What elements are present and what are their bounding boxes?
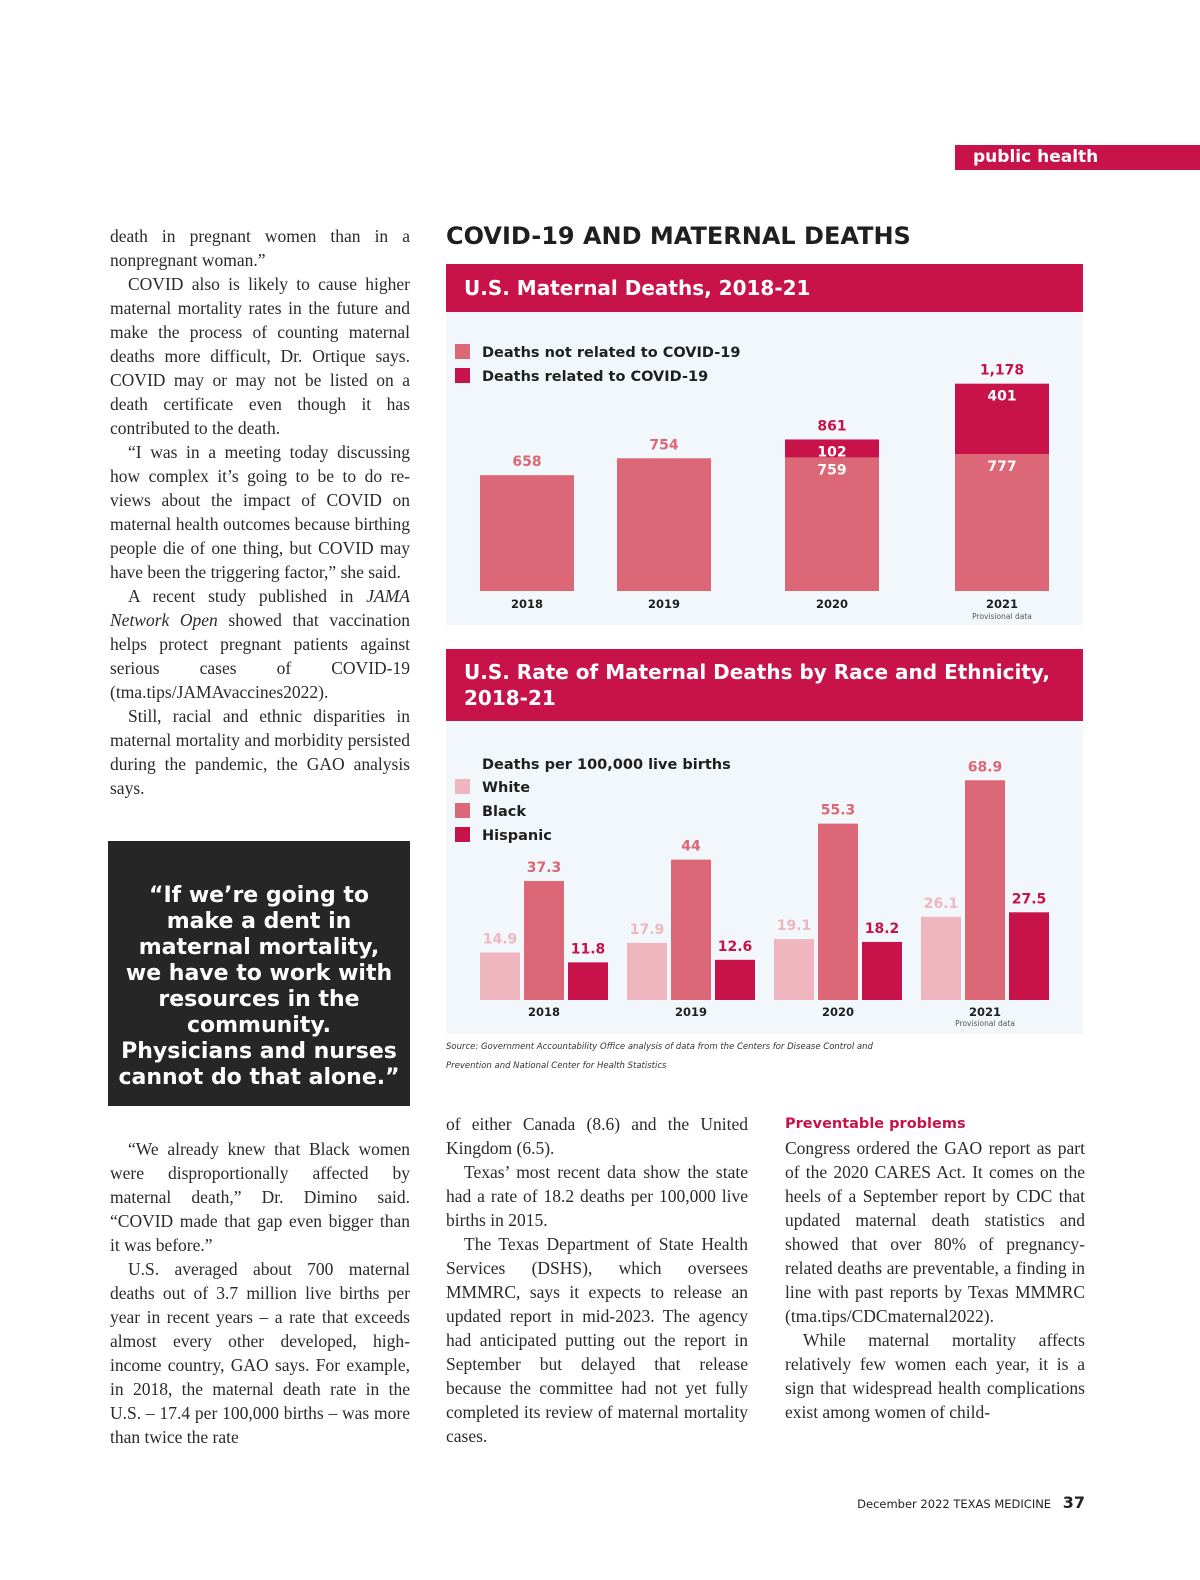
- paragraph: COVID also is likely to cause higher maternal mortality rates in the future and make the process of counting maternal deaths more difficult, Dr. Ortique says. COVID may or may not be listed on a death certificate even though it has contributed to the death.: [110, 274, 410, 438]
- legend-swatch: [455, 779, 470, 794]
- paragraph: Still, racial and ethnic disparities in maternal mortality and morbidity persisted during the pandemic, the GAO analysis says.: [110, 706, 410, 798]
- bar-value-label: 55.3: [820, 802, 856, 819]
- bar-non-covid-label: 759: [817, 462, 847, 479]
- paragraph: U.S. averaged about 700 maternal deaths out of 3.7 million live births per year in recent years – a rate that exceeds almost every other developed, high-income country, GAO says. For example, in 2018, the maternal death rate in the U.S. – 17.4 per 100,000 births – was more than twice the rate: [110, 1259, 410, 1447]
- bar-value-label: 11.8: [570, 941, 606, 958]
- chart-ylabel: Deaths per 100,000 live births: [482, 757, 731, 773]
- footer-date: December 2022: [857, 1497, 950, 1511]
- paragraph: of either Canada (8.6) and the United Kingdom (6.5).: [446, 1114, 748, 1158]
- source-note: Source: Government Accountability Office analysis of data from the Centers for Disease Control and Prevention and National Center for Health Statistics: [446, 1042, 873, 1071]
- x-tick-note: Provisional data: [955, 1019, 1015, 1028]
- bar-total-label: 754: [649, 437, 679, 454]
- column-2: [446, 1112, 748, 1448]
- chart-2-svg: [446, 721, 1083, 1034]
- legend-label: Black: [482, 804, 527, 820]
- bar-white: [480, 952, 520, 1000]
- page-footer: [820, 1493, 1085, 1512]
- column-3: [785, 1112, 1085, 1424]
- chart-2-panel: [446, 721, 1083, 1034]
- legend-swatch: [455, 803, 470, 818]
- legend-label: Hispanic: [482, 828, 552, 844]
- bar-value-label: 17.9: [629, 921, 665, 938]
- paragraph: The Texas Department of State Health Services (DSHS), which oversees MMMRC, says it expects to release an updated report in mid-2023. The agency had anticipated putting out the report in September but delayed that release because the committee had not yet fully completed its review of maternal mortality cases.: [446, 1234, 748, 1446]
- journal-name: JAMA Network Open: [110, 586, 410, 630]
- bar-white: [921, 917, 961, 1000]
- bar-value-label: 44: [681, 838, 701, 855]
- legend-label: Deaths related to COVID-19: [482, 369, 709, 385]
- legend-swatch: [455, 344, 470, 359]
- x-tick-note: Provisional data: [972, 612, 1032, 621]
- x-tick-label: 2019: [647, 597, 681, 611]
- legend-swatch: [455, 368, 470, 383]
- section-subhead: Preventable problems: [785, 1116, 966, 1132]
- chart-1-panel: [446, 312, 1083, 625]
- bar-value-label: 12.6: [717, 938, 753, 955]
- bar-value-label: 68.9: [967, 759, 1003, 776]
- bar-covid-label: 102: [817, 444, 847, 461]
- bar-value-label: 37.3: [526, 860, 562, 877]
- bar-black: [524, 881, 564, 1000]
- bar-value-label: 18.2: [864, 920, 900, 937]
- paragraph: “We already knew that Black women were disproportionally affected by maternal death,” Dr. Dimino said. “COVID made that gap even bigger than it was before.”: [110, 1139, 410, 1255]
- infographic-title: COVID-19 AND MATERNAL DEATHS: [446, 222, 911, 250]
- chart-1-title: U.S. Maternal Deaths, 2018-21: [446, 264, 1083, 312]
- bar-black: [965, 780, 1005, 1000]
- pull-quote: “If we’re going to make a dent in maternal mortality, we have to work with resources in the community. Physicians and nurses cannot do that alone.”: [108, 841, 410, 1106]
- bar-covid-label: 401: [987, 388, 1017, 405]
- bar-white: [774, 939, 814, 1000]
- x-tick-label: 2021: [985, 597, 1019, 611]
- bar-value-label: 27.5: [1011, 891, 1047, 908]
- paragraph: death in pregnant women than in a nonpregnant woman.”: [110, 226, 410, 270]
- bar-value-label: 26.1: [923, 895, 959, 912]
- paragraph: Congress ordered the GAO report as part of the 2020 CARES Act. It comes on the heels of a September report by CDC that updated maternal death statistics and showed that over 80% of pregnancy-related deaths are preventable, a finding in line with past reports by Texas MMMRC (tma.tips/CDCmaternal2022).: [785, 1138, 1085, 1326]
- bar-hispanic: [568, 962, 608, 1000]
- x-tick-label: 2018: [510, 597, 544, 611]
- x-tick-label: 2021: [968, 1005, 1002, 1019]
- bar-total-label: 1,178: [979, 362, 1025, 379]
- bar-hispanic: [862, 942, 902, 1000]
- chart-1-svg: [446, 312, 1083, 625]
- x-tick-label: 2018: [527, 1005, 561, 1019]
- paragraph-text: showed that vaccination helps protect pregnant patients against serious cases of COVID-19 (tma.tips/JAMAvaccines2022).: [110, 610, 410, 702]
- bar-hispanic: [715, 960, 755, 1000]
- bar-black: [671, 860, 711, 1000]
- legend-label: Deaths not related to COVID-19: [482, 345, 741, 361]
- x-tick-label: 2020: [815, 597, 849, 611]
- bar-hispanic: [1009, 912, 1049, 1000]
- column-1-bottom: [110, 1137, 410, 1449]
- bar-non-covid: [617, 458, 711, 591]
- bar-white: [627, 943, 667, 1000]
- bar-total-label: 658: [512, 454, 542, 471]
- x-tick-label: 2020: [821, 1005, 855, 1019]
- legend-label: White: [482, 780, 531, 796]
- bar-non-covid-label: 777: [987, 459, 1017, 476]
- chart-2-title: U.S. Rate of Maternal Deaths by Race and Ethnicity, 2018-21: [446, 649, 1083, 721]
- bar-value-label: 19.1: [776, 918, 812, 935]
- footer-magazine: TEXAS MEDICINE: [953, 1497, 1052, 1511]
- section-tag: public health: [955, 145, 1200, 170]
- bar-total-label: 861: [817, 418, 847, 435]
- paragraph: Texas’ most recent data show the state had a rate of 18.2 deaths per 100,000 live births in 2015.: [446, 1162, 748, 1230]
- paragraph-text: A recent study published in: [128, 586, 367, 606]
- legend-swatch: [455, 827, 470, 842]
- page-number: 37: [1062, 1493, 1085, 1512]
- bar-black: [818, 824, 858, 1000]
- paragraph: [110, 584, 410, 704]
- column-1-top: [110, 224, 410, 800]
- bar-value-label: 14.9: [482, 931, 518, 948]
- paragraph: While maternal mortality affects relatively few women each year, it is a sign that widespread health complications exist among women of child-: [785, 1330, 1085, 1422]
- bar-non-covid: [480, 475, 574, 591]
- paragraph: “I was in a meeting today discussing how complex it’s going to be to do reviews about the impact of COVID on maternal health outcomes because birthing people die of one thing, but COVID may have been the triggering factor,” she said.: [110, 442, 410, 582]
- x-tick-label: 2019: [674, 1005, 708, 1019]
